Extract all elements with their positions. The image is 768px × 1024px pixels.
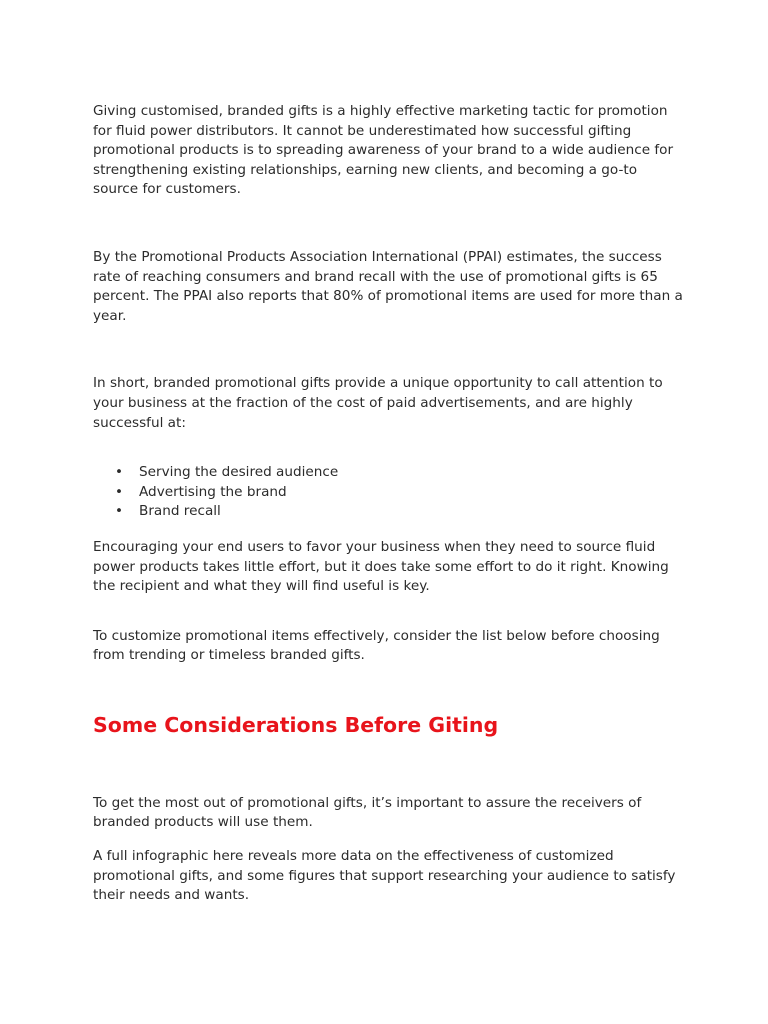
customize-paragraph: To customize promotional items effectively, consider the list below before choosing from trending or timeless branded gifts. xyxy=(93,627,660,664)
intro-paragraph: Giving customised, branded gifts is a highly effective marketing tactic for promotion for fluid power distributors. It cannot be underestimated how successful gifting promotional products is to spreading awareness of your brand to a wide audience for strengthening existing relationships, earning new clients, and becoming a go-to source for customers. xyxy=(93,103,674,198)
summary-paragraph: In short, branded promotional gifts provide a unique opportunity to call attention to your business at the fraction of the cost of paid advertisements, and are highly successful at: xyxy=(93,375,663,431)
list-item-text: Advertising the brand xyxy=(139,483,287,500)
list-item-text: Serving the desired audience xyxy=(139,464,339,481)
usage-paragraph: To get the most out of promotional gifts, it’s important to assure the receivers of branded products will use them. xyxy=(93,794,642,831)
infographic-paragraph: A full infographic here reveals more data on the effectiveness of customized promotional gifts, and some figures that support researching your audience to satisfy their needs and wants. xyxy=(93,848,676,904)
section-heading: Some Considerations Before Giting xyxy=(93,712,499,737)
list-item xyxy=(115,502,683,522)
benefits-list xyxy=(93,463,683,522)
list-item-text: Brand recall xyxy=(139,503,221,520)
document-body xyxy=(93,102,683,906)
end-users-paragraph: Encouraging your end users to favor your business when they need to source fluid power products takes little effort, but it does take some effort to do it right. Knowing the recipient and what they will find useful is key. xyxy=(93,538,669,595)
ppai-statistics-paragraph: By the Promotional Products Association International (PPAI) estimates, the success rate of reaching consumers and brand recall with the use of promotional gifts is 65 percent. The PPAI also reports that 80% of promotional items are used for more than a year. xyxy=(93,248,683,324)
bullet-icon: • xyxy=(115,503,124,520)
list-item xyxy=(115,483,683,503)
bullet-icon: • xyxy=(115,464,124,481)
bullet-icon: • xyxy=(115,483,124,500)
list-item xyxy=(115,463,683,483)
